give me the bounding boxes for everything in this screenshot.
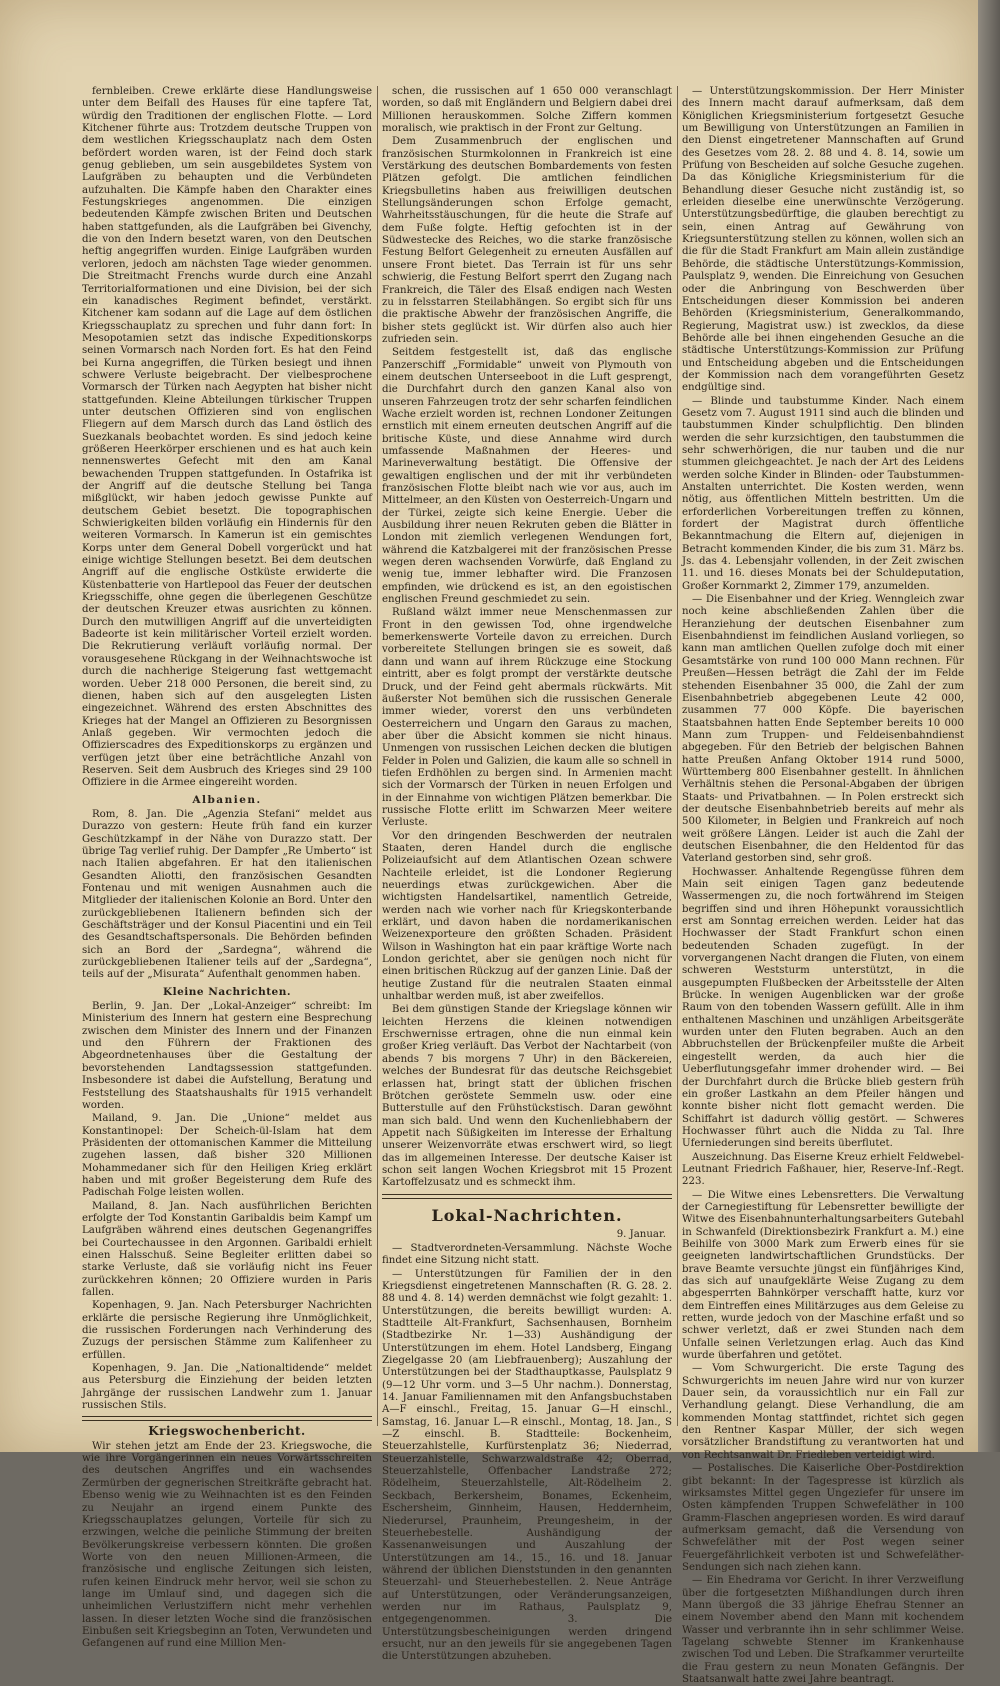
news-item: Auszeichnung. Das Eiserne Kreuz erhielt Feldwebel-Leutnant Friedrich Faßhauer, hier, Reserve-Inf.-Regt. 223. — [682, 1151, 964, 1188]
article-text: Rom, 8. Jan. Die „Agenzia Stefani“ meldet aus Durazzo von gestern: Heute früh fand ein kurzer Geschützkampf in der Nähe von Durazzo statt. Der übrige Tag verlief ruhig. Der Dampfer „Re Umberto“ ist nach Italien abgefahren. Er hat den italienischen Gesandten Aliotti, den französischen Gesandten Fontenau und mit wenigen Ausnahmen auch die Mitglieder der italienischen Kolonie an Bord. Unter den zurückgebliebenen Italienern befinden sich der Geschäftsträger und der Konsul Piacentini und ein Teil des Gesandtschaftspersonals. Die Behörden befinden sich an Bord der „Sardegna“, während die zurückgebliebenen Italiener teils auf der „Sardegna“, teils auf der „Misurata“ Aufenthalt genommen haben. — [82, 808, 372, 981]
article-text: Bei dem günstigen Stande der Kriegslage können wir leichten Herzens die kleinen notwendigen Erschwernisse ertragen, ohne die nun einmal kein großer Krieg verläuft. Das Verbot der Nachtarbeit (von abends 7 bis morgens 7 Uhr) in den Bäckereien, welches der Bundesrat für das deutsche Reichsgebiet erlassen hat, bringt statt der üblichen frischen Brötchen geröstete Semmeln usw. oder eine Butterstulle auf den Frühstückstisch. Daran gewöhnt man sich bald. Und wenn den Kuchenliebhabern der Appetit nach Süßigkeiten im Interesse der Erhaltung unserer Weizenvorräte etwas erschwert wird, so liegt das im allgemeinen Interesse. Der deutsche Kaiser ist schon seit langen Wochen Kriegsbrot mit 15 Prozent Kartoffelzusatz und es schmeckt ihm. — [382, 1004, 672, 1189]
news-item: — Unterstützungen für Familien der in den Kriegsdienst eingetretenen Mannschaften (R. G. 28. 2. 88 und 4. 8. 14) werden demnächst wie folgt gezahlt: 1. Unterstützungen, die bereits bewilligt wurden: A. Stadtteile Alt-Frankfurt, Sachsenhausen, Bornheim (Stadtbezirke Nr. 1—33) Aushändigung der Unterstützungen im ehem. Hotel Landsberg, Eingang Ziegelgasse 20 (am Liebfrauenberg); Auszahlung der Unterstützungen bei der Stadthauptkasse, Paulsplatz 9 (9—12 Uhr vorm. und 3—5 Uhr nachm.). Donnerstag, 14. Januar Familiennamen mit den Anfangsbuchstaben A—F einschl., Freitag, 15. Januar G—H einschl., Samstag, 16. Januar L—R einschl., Montag, 18. Jan., S—Z einschl. B. Stadtteile: Bockenheim, Steuerzahlstelle, Kurfürstenplatz 36; Niederrad, Steuerzahlstelle, Schwarzwaldstraße 42; Oberrad, Steuerzahlstelle, Offenbacher Landstraße 272; Rödelheim, Steuerzahlstelle, Alt-Rödelheim 2. Seckbach, Berkersheim, Bonames, Eckenheim, Eschersheim, Ginnheim, Hausen, Heddernheim, Niederursel, Praunheim, Preungesheim, in der Steuerhebestelle. Aushändigung der Kassenanweisungen und Auszahlung der Unterstützungen am 14., 15., 16. und 18. Januar während der üblichen Dienststunden in den genannten Steuerzahl- und Steuerhebestellen. 2. Neue Anträge auf Unterstützungen, oder Veränderungsanzeigen, werden nur im Rathaus, Paulsplatz 9, entgegengenommen. 3. Die Unterstützungsbescheinigungen werden dringend ersucht, nur an den jeweils für sie angegebenen Tagen die Unterstützungen abzuheben. — [382, 1268, 672, 1663]
news-item: — Unterstützungskommission. Der Herr Minister des Innern macht darauf aufmerksam, daß dem Königlichen Kriegsministerium fortgesetzt Gesuche um Bewilligung von Unterstützungen an Familien in den Dienst eingetretener Mannschaften auf Grund des Gesetzes vom 28. 2. 88 und 4. 8. 14, sowie um Prüfung von Bescheiden auf solche Gesuche zugehen. Da das Königliche Kriegsministerium für die Behandlung dieser Gesuche nicht zuständig ist, so erleiden dieselbe eine unerwünschte Verzögerung. Unterstützungsbedürftige, die glauben berechtigt zu sein, einen Antrag auf Gewährung von Kriegsunterstützung stellen zu können, wollen sich an die für die Stadt Frankfurt am Main allein zuständige Behörde, die städtische Unterstützungs-Kommission, Paulsplatz 9, wenden. Die Einreichung von Gesuchen oder die Anbringung von Beschwerden über Entscheidungen dieser Kommission bei anderen Behörden (Kriegsministerium, Generalkommando, Regierung, Magistrat usw.) ist zwecklos, da diese Behörde alle bei ihnen eingehenden Gesuche an die städtische Unterstützungs-Kommission zur Prüfung und Entscheidung abgeben und die Entscheidungen der Kommission nach dem vorangeführten Gesetz endgültige sind. — [682, 86, 964, 394]
dateline: 9. Januar. — [616, 1228, 666, 1240]
page-edge — [978, 0, 1000, 1452]
section-heading-albanien: Albanien. — [192, 793, 262, 806]
news-item: Mailand, 9. Jan. Die „Unione“ meldet aus Konstantinopel: Der Scheich-ül-Islam hat dem Präsidenten der ottomanischen Kammer die Mitteilung zugehen lassen, daß bisher 320 Millionen Mohammedaner sich für den Heiligen Krieg erklärt haben und mit großer Begeisterung dem Rufe des Padischah Folge leisten wollen. — [82, 1113, 372, 1199]
column-1 — [82, 86, 372, 1650]
news-item: Berlin, 9. Jan. Der „Lokal-Anzeiger“ schreibt: Im Ministerium des Innern hat gestern eine Besprechung zwischen dem Minister des Innern und der Finanzen und den Führern der Fraktionen des Abgeordnetenhauses über die Gestaltung der bevorstehenden Landtagssession stattgefunden. Insbesondere ist dabei die Aufstellung, Beratung und Feststellung des Staatshaushalts für 1915 verhandelt worden. — [82, 1001, 372, 1111]
section-heading-kleine-nachrichten: Kleine Nachrichten. — [162, 985, 292, 998]
article-text: schen, die russischen auf 1 650 000 veranschlagt worden, so daß mit Engländern und Belgiern dabei drei Millionen herauskommen. Solche Ziffern kommen moralisch, wie praktisch in der Front zur Geltung. — [382, 86, 672, 135]
news-item: Kopenhagen, 9. Jan. Die „Nationaltidende“ meldet aus Petersburg die Einziehung der beiden letzten Jahrgänge der russischen Landwehr zum 1. Januar russischen Stils. — [82, 1363, 372, 1412]
news-item: — Postalisches. Die Kaiserliche Ober-Postdirektion gibt bekannt: In der Tagespresse ist kürzlich als wirksamstes Mittel gegen Ungeziefer für unsere im Osten kämpfenden Truppen Schwefeläther in 100 Gramm-Flaschen angepriesen worden. Es wird darauf aufmerksam gemacht, daß die Versendung von Schwefeläther mit der Post wegen seiner Feuergefährlichkeit verboten ist und Schwefeläther-Sendungen sich nach ziehen kann. — [682, 1463, 964, 1573]
article-text: Rußland wälzt immer neue Menschenmassen zur Front in den gewissen Tod, ohne irgendwelche bemerkenswerte Vorteile davon zu erreichen. Durch vorbereitete Stellungen bringen sie es soweit, daß dann und wann auf ihrem Rückzuge eine Stockung eintritt, aber es folgt prompt der verstärkte deutsche Druck, und der Feind geht abermals rückwärts. Mit äußerster Not bemühen sich die russischen Generale immer wieder, vorerst den uns verbündeten Oesterreichern und Ungarn den Garaus zu machen, aber über die Absicht kommen sie nicht hinaus. Unmengen von russischen Leichen decken die blutigen Felder in Polen und Galizien, die kaum alle so schnell in tiefen Erdhöhlen zu bergen sind. In Armenien macht sich der Vormarsch der Türken in neuen Erfolgen und in der Einnahme von wichtigen Plätzen bemerkbar. Die russische Flotte erlitt im Schwarzen Meer weitere Verluste. — [382, 607, 672, 829]
news-item: — Die Witwe eines Lebensretters. Die Verwaltung der Carnegiestiftung für Lebensretter bewilligte der Witwe des Eisenbahnunterhaltungsarbeiters Gutebahl in Schwanfeld (Direktionsbezirk Frankfurt a. M.) eine Beihilfe von 3000 Mark zum Erwerb eines für sie geeigneten landwirtschaftlichen Grundstücks. Der brave Beamte versuchte jüngst ein fünfjähriges Kind, das sich auf unaufgeklärte Weise Zugang zu dem abgesperrten Bahnkörper verschafft hatte, kurz vor dem Eintreffen eines Militärzuges aus dem Geleise zu retten, wurde jedoch von der Maschine erfaßt und so schwer verletzt, daß er zwei Stunden nach dem Unfalle seinen Verletzungen erlag. Auch das Kind wurde überfahren und getötet. — [682, 1189, 964, 1362]
article-text: Vor den dringenden Beschwerden der neutralen Staaten, deren Handel durch die englische Polizeiaufsicht auf dem Atlantischen Ozean schwere Nachteile erleidet, ist die Londoner Regierung neuerdings etwas zurückgewichen. Aber die wichtigsten Handelsartikel, namentlich Getreide, werden nach wie vorher nach für Kriegskonterbande erklärt, und davon haben die nordamerikanischen Weizenexporteure den größten Schaden. Präsident Wilson in Washington hat ein paar kräftige Worte nach London gerichtet, aber sie genügen noch nicht für einen britischen Rückzug auf der ganzen Linie. Daß der heutige Zustand für die neutralen Staaten einmal unhaltbar werden muß, ist aber zweifellos. — [382, 830, 672, 1003]
column-3 — [682, 86, 964, 1685]
news-item: — Vom Schwurgericht. Die erste Tagung des Schwurgerichts im neuen Jahre wird nur von kurzer Dauer sein, da voraussichtlich nur ein Fall zur Verhandlung gelangt. Diese Verhandlung, die am kommenden Montag stattfindet, richtet sich gegen den Rentner Kaspar Müller, der sich wegen vorsätzlicher Brandstiftung zu verantworten hat und von Rechtsanwalt Dr. Friedleben verteidigt wird. — [682, 1363, 964, 1461]
article-text: fernbleiben. Crewe erklärte diese Handlungsweise unter dem Beifall des Hauses für eine tapfere Tat, würdig den Traditionen der englischen Flotte. — Lord Kitchener führte aus: Trotzdem deutsche Truppen von dem westlichen Kriegsschauplatz nach dem Osten befördert worden waren, ist der Feind doch stark genug geblieben, um sein ausgebildetes System von Laufgräben zu behaupten und die Verbündeten aufzuhalten. Die Kämpfe haben den Charakter eines Festungskrieges angenommen. Die einzigen bedeutenden Kämpfe zwischen Briten und Deutschen haben stattgefunden, als die Laufgräben bei Givenchy, die von den Indern besetzt waren, von den Deutschen heftig angegriffen wurden. Einige Laufgräben wurden verloren, jedoch am nächsten Tage wieder genommen. Die Streitmacht Frenchs wurde durch eine Anzahl Territorialformationen und eine Division, bei der sich ein kanadisches Regiment befindet, verstärkt. Kitchener kam sodann auf die Lage auf dem östlichen Kriegsschauplatz zu sprechen und fuhr dann fort: In Mesopotamien setzt das indische Expeditionskorps seinen Vormarsch nach Norden fort. Es hat den Feind bei Kurna angegriffen, die Türken besiegt und ihnen schwere Verluste beigebracht. Der vielbesprochene Vormarsch der Türken nach Aegypten hat bisher nicht stattgefunden. Kleine Abteilungen türkischer Truppen unter deutschen Offizieren sind von englischen Fliegern auf dem Marsch durch das Land östlich des Suezkanals beobachtet worden. Es sind jedoch keine größeren Heerkörper erschienen und es hat auch kein nennenswertes Gefecht mit den am Kanal bewachenden Truppen stattgefunden. In Ostafrika ist der Angriff auf die deutsche Stellung bei Tanga mißglückt, wir haben jedoch gewisse Punkte auf deutschem Gebiet besetzt. Die topographischen Schwierigkeiten bilden vorläufig ein Hindernis für den weiteren Vormarsch. In Kamerun ist ein gemischtes Korps unter dem General Dobell vorgerückt und hat einige wichtige Stellungen besetzt. Bei dem deutschen Angriff auf die englische Ostküste erwiderte die Küstenbatterie von Hartlepool das Feuer der deutschen Kriegsschiffe, ohne gegen die überlegenen Geschütze der deutschen Kreuzer etwas ausrichten zu können. Durch den mutwilligen Angriff auf die unverteidigten Badeorte ist kein militärischer Vorteil erzielt worden. Die Rekrutierung verläuft vorläufig normal. Der vorausgesehene Rückgang in der Weihnachtswoche ist durch die nachherige Steigerung fast wettgemacht worden. Ueber 218 000 Personen, die bereit sind, zu dienen, haben sich auf den ausgelegten Listen eingezeichnet. Während des ersten Abschnittes des Krieges hat der Mangel an Offizieren zu Besorgnissen Anlaß gegeben. Wir vermochten jedoch die Offizierscadres des Expeditionskorps zu ergänzen und verfügen jetzt über eine beträchtliche Anzahl von Reserven. Seit dem Ausbruch des Krieges sind 29 100 Offiziere in die Armee eingereiht worden. — [82, 86, 372, 789]
article-text: Seitdem festgestellt ist, daß das englische Panzerschiff „Formidable“ unweit von Plymouth von einem deutschen Unterseeboot in die Luft gesprengt, die Durchfahrt durch den ganzen Kanal also von unseren Fahrzeugen trotz der sehr scharfen feindlichen Wache erzielt worden ist, rechnen Londoner Zeitungen ernstlich mit einem erneuten deutschen Angriff auf die britische Küste, und diese Annahme wird durch umfassende Maßnahmen der Heeres- und Marineverwaltung bestätigt. Die Offensive der gewaltigen englischen und der mit ihr verbündeten französischen Flotte bleibt nach wie vor aus, auch im Mittelmeer, an den Küsten von Oesterreich-Ungarn und der Türkei, zeigte sich keine Energie. Ueber die Ausbildung ihrer neuen Rekruten geben die Blätter in London mit ziemlich verlegenen Wendungen fort, während die Katzbalgerei mit der französischen Presse wegen deren wachsenden Vorwürfe, daß England zu wenig tue, immer lebhafter wird. Die Franzosen empfinden, wie drückend es ist, an den egoistischen englischen Freund geschmiedet zu sein. — [382, 347, 672, 606]
section-divider — [382, 1194, 672, 1199]
news-item: Kopenhagen, 9. Jan. Nach Petersburger Nachrichten erklärte die persische Regierung ihre Unmöglichkeit, die russischen Forderungen nach Verhinderung des Zuzugs der persischen Stämme zum Kalifenheer zu erfüllen. — [82, 1300, 372, 1361]
section-heading-kriegswochenbericht: Kriegswochenbericht. — [148, 1424, 306, 1439]
news-item: — Stadtverordneten-Versammlung. Nächste Woche findet eine Sitzung nicht statt. — [382, 1242, 672, 1267]
section-heading-lokal-nachrichten: Lokal-Nachrichten. — [431, 1205, 623, 1225]
news-item: — Blinde und taubstumme Kinder. Nach einem Gesetz vom 7. August 1911 sind auch die blinden und taubstummen Kinder schulpflichtig. Den blinden werden die sehr kurzsichtigen, den taubstummen die sehr schwerhörigen, die nur tauben und die nur stummen gleichgeachtet. Je nach der Art des Leidens werden solche Kinder in Blinden- oder Taubstummen-Anstalten unterrichtet. Die Kosten werden, wenn nötig, aus öffentlichen Mitteln bestritten. Um die erforderlichen Vorbereitungen treffen zu können, fordert der Magistrat durch öffentliche Bekanntmachung die Eltern auf, diejenigen in Betracht kommenden Kinder, die bis zum 31. März bs. Js. das 4. Lebensjahr vollenden, in der Zeit zwischen 11. und 16. dieses Monats bei der Schuldeputation, Großer Kornmarkt 2, Zimmer 179, anzumelden. — [682, 395, 964, 592]
news-item: — Ein Ehedrama vor Gericht. In ihrer Verzweiflung über die fortgesetzten Mißhandlungen durch ihren Mann übergoß die 33 jährige Ehefrau Stenner an einem November abend den Mann mit kochendem Wasser und verbrannte ihn in sehr schlimmer Weise. Tagelang schwebte Stenner im Krankenhause zwischen Tod und Leben. Die Strafkammer verurteilte die Frau gestern zu neun Monaten Gefängnis. Der Staatsanwalt hatte zwei Jahre beantragt. — [682, 1575, 964, 1685]
column-2 — [382, 86, 672, 1663]
news-item: Mailand, 8. Jan. Nach ausführlichen Berichten erfolgte der Tod Konstantin Garibaldis beim Kampf um Laufgräben während eines deutschen Gegenangriffes bei Courtechaussee in den Argonnen. Garibaldi erhielt einen Halsschuß. Seine Begleiter erlitten dabei so starke Verluste, daß sie vorläufig nicht ins Feuer zurückkehren können; 20 Offiziere wurden in Paris fallen. — [82, 1200, 372, 1298]
section-divider — [82, 1416, 372, 1421]
column-divider — [677, 86, 678, 1426]
news-item: — Die Eisenbahner und der Krieg. Wenngleich zwar noch keine abschließenden Zahlen über die Heranziehung der deutschen Eisenbahner zum Eisenbahndienst im feindlichen Ausland vorliegen, so kann man amtlichen Quellen zufolge doch mit einer Gesamtstärke von rund 100 000 Mann rechnen. Für Preußen—Hessen beträgt die Zahl der im Felde stehenden Eisenbahner 35 000, die Zahl der zum Eisenbahnbetrieb abgegebenen Leute 42 000, zusammen 77 000 Köpfe. Die bayerischen Staatsbahnen hatten Ende September bereits 10 000 Mann zum Truppen- und Feldeisenbahndienst abgegeben. Für den Betrieb der belgischen Bahnen hatte Preußen Anfang Oktober 1914 rund 5000, Württemberg 800 Eisenbahner gestellt. In ähnlichen Verhältnis stehen die Personal-Abgaben der übrigen Staats- und Privatbahnen. — In Polen erstreckt sich der deutsche Eisenbahnbetrieb bereits auf mehr als 500 Kilometer, in Belgien und Frankreich auf noch weit größere Längen. Leider ist auch die Zahl der deutschen Eisenbahner, die den Heldentod für das Vaterland gestorben sind, sehr groß. — [682, 594, 964, 865]
news-item: Hochwasser. Anhaltende Regengüsse führen dem Main seit einigen Tagen ganz bedeutende Wassermengen zu, die noch fortwährend im Steigen begriffen sind und ihren Höhepunkt voraussichtlich erst am Sonntag erreichen werden. Leider hat das Hochwasser der Stadt Frankfurt schon einen bedeutenden Schaden zugefügt. In der vorvergangenen Nacht drangen die Fluten, von einem schweren Weststurm unterstützt, in die ausgepumpten Flußbecken der Arbeitsstelle der Alten Brücke. In wenigen Augenblicken war der große Raum von den tobenden Wassern gefüllt. Alle in ihm enthaltenen Maschinen und unzähligen Arbeitsgeräte wurden unter den Fluten begraben. Auch an den Abbruchstellen der Brückenpfeiler mußte die Arbeit eingestellt werden, da auch hier die Ueberflutungsgefahr immer drohender wird. — Bei der Durchfahrt durch die Brücke blieb gestern früh ein großer Lastkahn an dem Pfeiler hängen und konnte bisher nicht flott gemacht werden. Die Schiffahrt ist dadurch völlig gestört. — Schweres Hochwasser führt auch die Nidda zu Tal. Ihre Uferniederungen sind bereits überflutet. — [682, 866, 964, 1150]
article-text: Wir stehen jetzt am Ende der 23. Kriegswoche, die wie ihre Vorgängerinnen ein neues Vorwärtsschreiten des deutschen Angriffes und ein wachsendes Zermürben der gegnerischen Streitkräfte gebracht hat. Ebenso wenig wie zu Weihnachten ist es den Feinden zu Neujahr an irgend einem Punkte des Kriegsschauplatzes gelungen, Vorteile für sich zu erzwingen, welche die peinliche Stimmung der breiten Bevölkerungskreise verbessern könnten. Die großen Worte von den neuen Millionen-Armeen, die französische und englische Zeitungen sich leisten, rufen keinen Eindruck mehr hervor, weil sie schon zu lange im Umlauf sind, und dagegen sich die unheimlichen Verlustziffern nicht mehr verhehlen lassen. In dieser letzten Woche sind die französischen Einbußen seit Kriegsbeginn an Toten, Verwundeten und Gefangenen auf rund eine Million Men- — [82, 1440, 372, 1650]
column-divider — [377, 86, 378, 1426]
article-text: Dem Zusammenbruch der englischen und französischen Sturmkolonnen in Frankreich ist eine Verstärkung des deutschen Bombardements von festen Plätzen gefolgt. Die amtlichen feindlichen Kriegsbulletins haben aus freiwilligen deutschen Stellungsänderungen schon Erfolge gemacht, Wahrheitsstäuschungen, für die heute die Strafe auf dem Fuße folgte. Heftig gefochten ist in der Südwestecke des Reiches, wo die starke französische Festung Belfort Gelegenheit zu erneuten Ausfällen auf unsere Front bietet. Das Terrain ist für uns sehr schwierig, die Festung Belfort sperrt den Zugang nach Frankreich, die Täler des Elsaß endigen nach Westen zu in felsstarren Steilabhängen. So ergibt sich für uns die praktische Abwehr der französischen Angriffe, die bisher stets geglückt ist. Wir dürfen also auch hier zufrieden sein. — [382, 136, 672, 345]
